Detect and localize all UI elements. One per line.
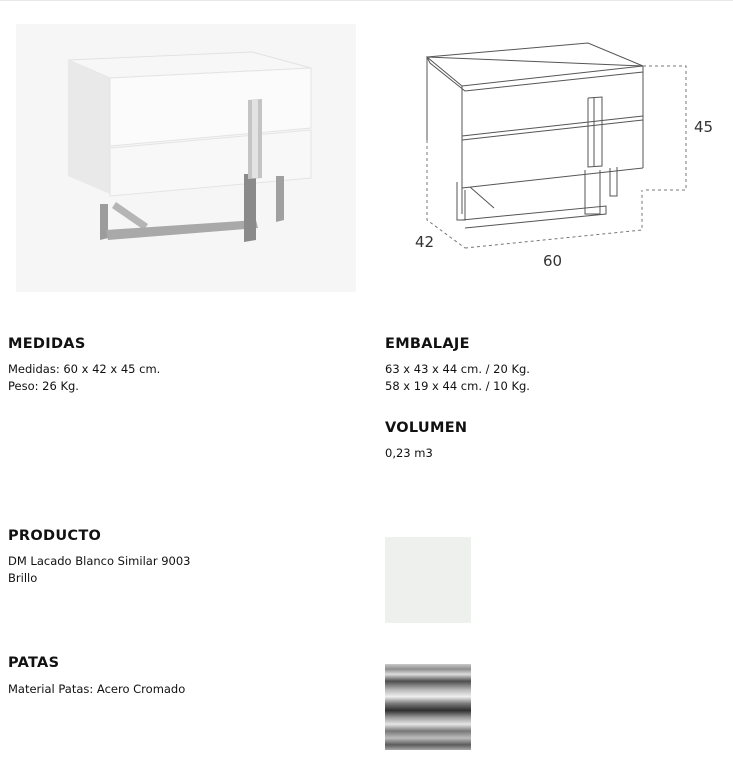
dim-height-label: 45	[694, 118, 714, 136]
dimension-drawing	[410, 30, 730, 280]
dim-depth-label: 42	[415, 233, 435, 251]
chrome-steel-swatch	[385, 664, 471, 750]
medidas-size: Medidas: 60 x 42 x 45 cm.	[8, 362, 161, 376]
technical-sketch	[410, 30, 730, 280]
product-photo	[16, 24, 356, 292]
volumen-value: 0,23 m3	[385, 446, 433, 460]
medidas-heading: MEDIDAS	[8, 336, 86, 352]
embalaje-package-1: 63 x 43 x 44 cm. / 20 Kg.	[385, 362, 530, 376]
embalaje-package-2: 58 x 19 x 44 cm. / 10 Kg.	[385, 379, 530, 393]
producto-material: DM Lacado Blanco Similar 9003	[8, 554, 191, 568]
dim-width-label: 60	[543, 252, 563, 270]
nightstand-render	[16, 24, 356, 292]
patas-material: Material Patas: Acero Cromado	[8, 682, 186, 696]
producto-finish: Brillo	[8, 571, 38, 585]
white-lacquer-swatch	[385, 537, 471, 623]
medidas-weight: Peso: 26 Kg.	[8, 379, 79, 393]
patas-heading: PATAS	[8, 655, 60, 671]
volumen-heading: VOLUMEN	[385, 420, 468, 436]
top-divider	[0, 0, 733, 1]
producto-heading: PRODUCTO	[8, 528, 102, 544]
embalaje-heading: EMBALAJE	[385, 336, 470, 352]
